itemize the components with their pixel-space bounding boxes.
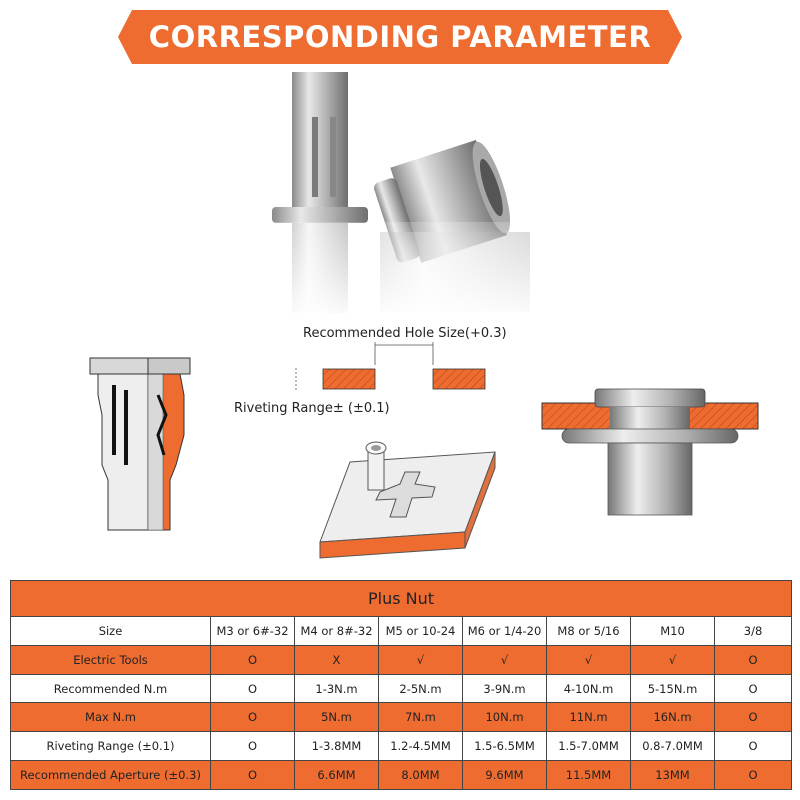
table-cell: O: [715, 761, 792, 790]
table-cell: O: [211, 703, 295, 732]
table-row: [11, 703, 792, 732]
plate-section-diagram: [290, 340, 490, 395]
hole-size-label: Recommended Hole Size(+0.3): [303, 326, 507, 341]
table-cell: O: [715, 703, 792, 732]
installed-nut-diagram: [540, 385, 760, 520]
table-cell: M4 or 8#-32: [295, 617, 379, 646]
table-cell: √: [547, 645, 631, 674]
table-title: Plus Nut: [11, 581, 792, 617]
table-cell: 16N.m: [631, 703, 715, 732]
riveting-range-label: Riveting Range± (±0.1): [234, 401, 390, 416]
table-cell: O: [211, 761, 295, 790]
table-cell: O: [715, 674, 792, 703]
table-cell: 11N.m: [547, 703, 631, 732]
row-label: Recommended Aperture (±0.3): [11, 761, 211, 790]
row-label: Recommended N.m: [11, 674, 211, 703]
table-cell: M5 or 10-24: [379, 617, 463, 646]
table-cell: 3-9N.m: [463, 674, 547, 703]
table-cell: 13MM: [631, 761, 715, 790]
table-cell: 1.2-4.5MM: [379, 732, 463, 761]
table-cell: 1-3N.m: [295, 674, 379, 703]
table-cell: 0.8-7.0MM: [631, 732, 715, 761]
table-cell: O: [211, 674, 295, 703]
table-cell: 3/8: [715, 617, 792, 646]
table-cell: O: [211, 645, 295, 674]
table-cell: O: [715, 732, 792, 761]
row-label: Max N.m: [11, 703, 211, 732]
table-cell: 2-5N.m: [379, 674, 463, 703]
table-cell: √: [379, 645, 463, 674]
table-row: [11, 617, 792, 646]
table-cell: 8.0MM: [379, 761, 463, 790]
isometric-plate-diagram: [310, 432, 510, 572]
nut-cross-section-diagram: [88, 355, 198, 535]
table-cell: 7N.m: [379, 703, 463, 732]
table-cell: 1-3.8MM: [295, 732, 379, 761]
table-cell: 6.6MM: [295, 761, 379, 790]
table-row: [11, 732, 792, 761]
table-row: [11, 645, 792, 674]
table-cell: M10: [631, 617, 715, 646]
product-photo: [260, 72, 560, 322]
page-title: CORRESPONDING PARAMETER: [148, 20, 652, 54]
table-cell: 11.5MM: [547, 761, 631, 790]
table-cell: √: [463, 645, 547, 674]
table-cell: X: [295, 645, 379, 674]
table-cell: 4-10N.m: [547, 674, 631, 703]
table-row: [11, 761, 792, 790]
table-cell: 1.5-6.5MM: [463, 732, 547, 761]
table-cell: √: [631, 645, 715, 674]
row-label: Riveting Range (±0.1): [11, 732, 211, 761]
table-cell: 5N.m: [295, 703, 379, 732]
row-label: Size: [11, 617, 211, 646]
table-cell: M3 or 6#-32: [211, 617, 295, 646]
table-cell: 1.5-7.0MM: [547, 732, 631, 761]
row-label: Electric Tools: [11, 645, 211, 674]
table-row: [11, 674, 792, 703]
table-cell: M8 or 5/16: [547, 617, 631, 646]
table-cell: O: [211, 732, 295, 761]
table-cell: O: [715, 645, 792, 674]
table-cell: 10N.m: [463, 703, 547, 732]
table-cell: M6 or 1/4-20: [463, 617, 547, 646]
table-cell: 5-15N.m: [631, 674, 715, 703]
title-banner: [118, 10, 682, 64]
spec-table: [10, 580, 792, 790]
table-cell: 9.6MM: [463, 761, 547, 790]
